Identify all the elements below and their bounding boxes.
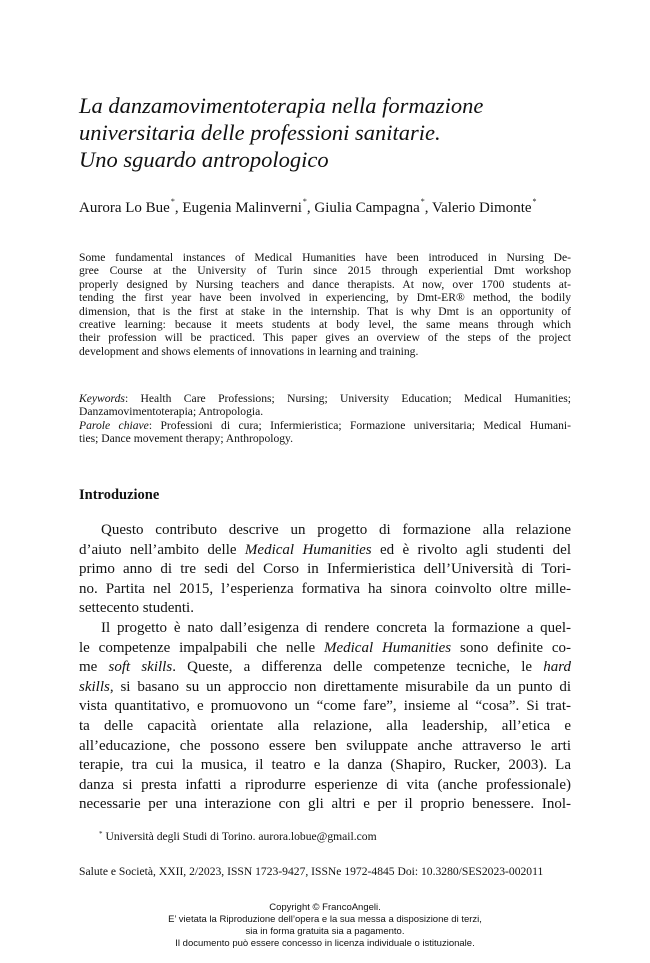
author-affiliation-mark: * <box>302 197 307 206</box>
body-text-segment: sono definite co- <box>451 639 571 656</box>
body-text-segment: d’aiuto nell’ambito delle <box>79 541 245 558</box>
copyright-line: Copyright © FrancoAngeli. <box>269 902 381 913</box>
keywords-line <box>79 392 571 405</box>
body-text-italic: Medical Humanities <box>323 639 452 656</box>
parole-chiave-label: Parole chiave <box>79 418 149 432</box>
abstract-line: their profession will be practiced. This paper gives an overview of the steps of the project <box>79 331 571 345</box>
parole-chiave-text: : Professioni di cura; Infermieristica; Formazione universitaria; Medical Humani- <box>148 418 572 432</box>
keywords-block <box>79 392 571 446</box>
body-text-italic: skills <box>79 678 110 695</box>
body-line <box>79 658 571 678</box>
copyright-line: E’ vietata la Riproduzione dell’opera e la sua messa a disposizione di terzi, <box>168 914 482 925</box>
affiliation-footnote <box>99 827 377 844</box>
abstract-line: properly designed by Nursing teachers and dance therapists. At now, over 1700 students at- <box>79 277 571 291</box>
body-line <box>79 678 571 698</box>
abstract <box>79 251 571 358</box>
copyright-notice <box>0 902 650 950</box>
body-line: danza si presta infatti a riprodurre esperienze di vita (anche professionale) <box>79 776 571 793</box>
parole-chiave-line: ties; Dance movement therapy; Anthropology. <box>79 432 294 446</box>
body-text-italic: Medical Humanities <box>244 541 372 558</box>
author-name: Giulia Campagna <box>314 200 420 216</box>
body-line: Questo contributo descrive un progetto di formazione alla relazione <box>101 522 571 538</box>
body-text-segment: me <box>79 659 109 676</box>
abstract-line: development and shows elements of innovations in learning and training. <box>79 344 419 358</box>
copyright-line: Il documento può essere concesso in licenza individuale o istituzionale. <box>175 938 475 949</box>
abstract-line: creative learning: because it meets students at body level, the same means through which <box>79 318 571 332</box>
footnote-text: Università degli Studi di Torino. aurora.lobue@gmail.com <box>105 830 377 843</box>
body-line: all’educazione, che possono essere ben sviluppate anche attraverso le arti <box>79 737 571 754</box>
copyright-line: sia in forma gratuita sia a pagamento. <box>245 926 405 937</box>
body-text-italic: hard <box>543 659 571 676</box>
body-text-segment: ed è rivolto agli studenti del <box>371 541 571 558</box>
body-line: necessarie per una interazione con gli altri e per il proprio benessere. Inol- <box>79 796 571 813</box>
keywords-label: Keywords <box>79 392 125 405</box>
body-line: primo anno di tre sedi del Corso in Infermieristica dell’Università di Tori- <box>79 561 571 578</box>
title-line-3: Uno sguardo antropologico <box>79 147 329 172</box>
body-text-segment: , si basano su un approccio non direttamente misurabile da un punto di <box>109 678 571 695</box>
author-separator: , <box>174 200 183 216</box>
author-separator: , <box>306 200 315 216</box>
body-line: Il progetto è nato dall’esigenza di rendere concreta la formazione a quel- <box>101 619 571 636</box>
body-line: terapie, tra cui la musica, il teatro e la danza (Shapiro, Rucker, 2003). La <box>79 757 571 774</box>
body-line: no. Partita nel 2015, l’esperienza formativa ha sinora coinvolto oltre mille- <box>79 580 571 597</box>
body-line: settecento studenti. <box>79 600 194 617</box>
author-affiliation-mark: * <box>420 197 425 206</box>
body-line: ta delle capacità orientate alla relazione, alla leadership, all’etica e <box>79 717 571 734</box>
author-separator: , <box>424 200 432 216</box>
body-line <box>79 541 571 561</box>
body-line <box>79 639 571 659</box>
abstract-line: tending the first year have been involved in experiencing, by Dmt-ER® method, the bodily <box>79 291 571 305</box>
author-name: Aurora Lo Bue <box>79 200 170 216</box>
footnote-mark: * <box>99 830 103 838</box>
body-text <box>79 521 571 815</box>
keywords-text: : Health Care Professions; Nursing; University Education; Medical Humanities; <box>124 392 571 405</box>
body-text-italic: soft skills <box>108 659 173 676</box>
author-affiliation-mark: * <box>170 197 175 206</box>
title-line-1: La danzamovimentoterapia nella formazione <box>79 93 484 118</box>
abstract-line: Some fundamental instances of Medical Humanities have been introduced in Nursing De- <box>79 251 571 264</box>
author-list <box>79 193 599 217</box>
section-heading: Introduzione <box>79 487 160 503</box>
body-text-segment: . Queste, a differenza delle competenze tecniche, le <box>172 659 544 676</box>
title-line-2: universitaria delle professioni sanitarie. <box>79 120 441 145</box>
abstract-line: dimension, that is the first at stake in the internship. That is why Dmt is an opportunity of <box>79 304 571 318</box>
abstract-line: gree Course at the University of Turin since 2015 through experiential Dmt workshop <box>79 264 571 278</box>
journal-citation: Salute e Società, XXII, 2/2023, ISSN 1723-9427, ISSNe 1972-4845 Doi: 10.3280/SES2023-002011 <box>79 865 544 878</box>
author-name: Eugenia Malinverni <box>182 200 302 216</box>
author-affiliation-mark: * <box>532 197 537 206</box>
article-title <box>79 92 599 173</box>
body-line: vista quantitativo, e promuovono un “come fare”, insieme al “cosa”. Si trat- <box>79 698 571 715</box>
body-text-segment: le competenze impalpabili che nelle <box>79 639 324 656</box>
author-name: Valerio Dimonte <box>431 200 532 216</box>
parole-chiave-line <box>79 419 571 432</box>
keywords-line: Danzamovimentoterapia; Antropologia. <box>79 405 264 419</box>
